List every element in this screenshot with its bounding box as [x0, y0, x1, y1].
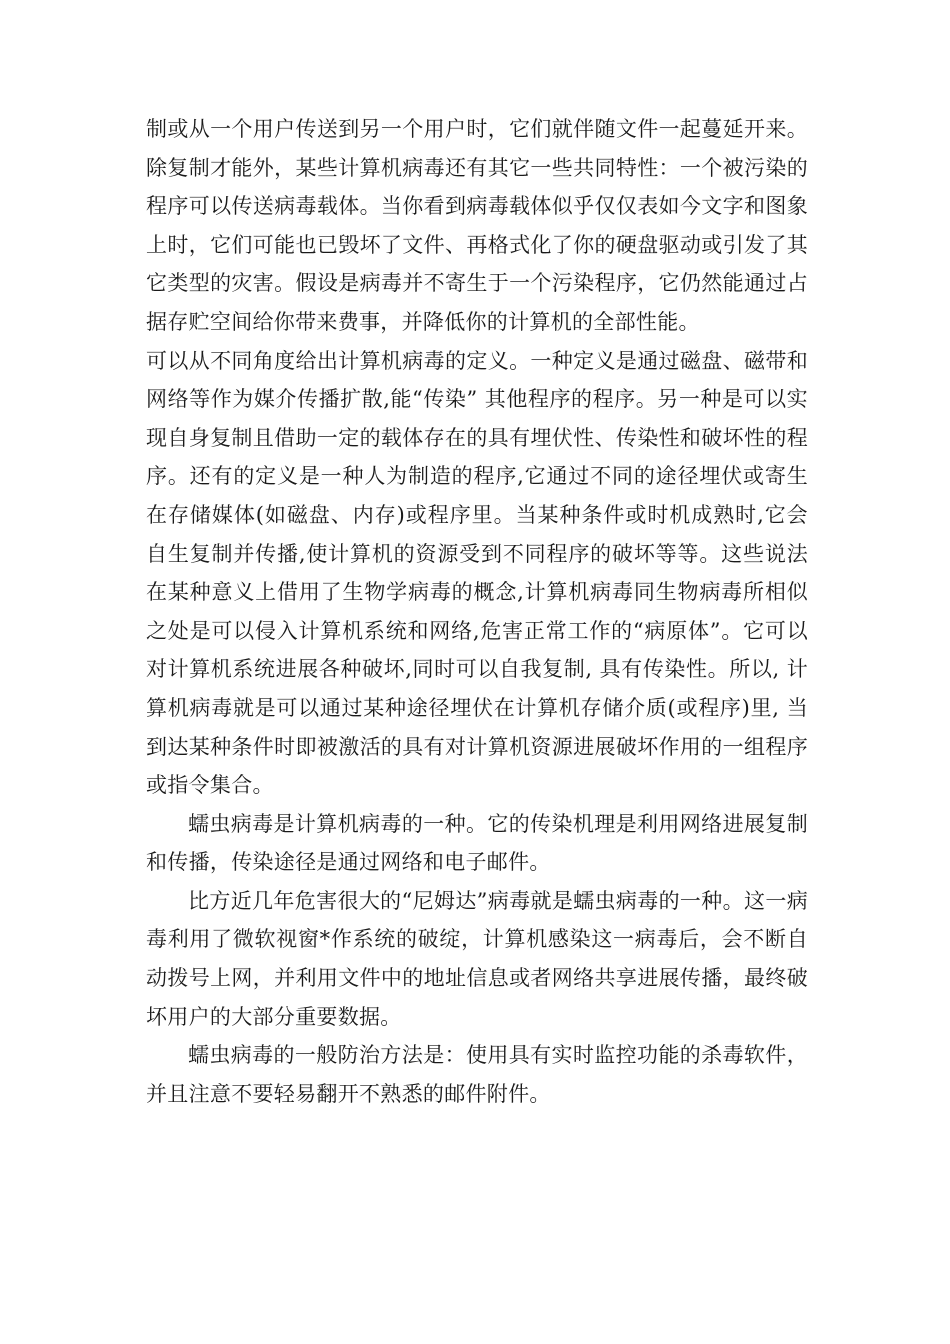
paragraph-3: 蠕虫病毒是计算机病毒的一种。它的传染机理是利用网络进展复制和传播，传染途径是通过网络和电子邮件。 [146, 811, 808, 875]
paragraph-1: 制或从一个用户传送到另一个用户时，它们就伴随文件一起蔓延开来。除复制才能外，某些计算机病毒还有其它一些共同特性：一个被污染的程序可以传送病毒载体。当你看到病毒载体似乎仅仅表如今文字和图象上时，它们可能也已毁坏了文件、再格式化了你的硬盘驱动或引发了其它类型的灾害。假设是病毒并不寄生于一个污染程序，它仍然能通过占据存贮空间给你带来费事，并降低你的计算机的全部性能。 [146, 117, 808, 334]
paragraph-5: 蠕虫病毒的一般防治方法是：使用具有实时监控功能的杀毒软件，并且注意不要轻易翻开不熟悉的邮件附件。 [146, 1043, 808, 1106]
paragraph-2: 可以从不同角度给出计算机病毒的定义。一种定义是通过磁盘、磁带和网络等作为媒介传播扩散,能“传染” 其他程序的程序。另一种是可以实现自身复制且借助一定的载体存在的具有埋伏性、传染性和破坏性的程序。还有的定义是一种人为制造的程序,它通过不同的途径埋伏或寄生在存储媒体(如磁盘、内存)或程序里。当某种条件或时机成熟时,它会自生复制并传播,使计算机的资源受到不同程序的破坏等等。这些说法在某种意义上借用了生物学病毒的概念,计算机病毒同生物病毒所相似之处是可以侵入计算机系统和网络,危害正常工作的“病原体”。它可以对计算机系统进展各种破坏,同时可以自我复制, 具有传染性。所以, 计算机病毒就是可以通过某种途径埋伏在计算机存储介质(或程序)里, 当到达某种条件时即被激活的具有对计算机资源进展破坏作用的一组程序或指令集合。 [146, 348, 808, 798]
paragraph-4: 比方近几年危害很大的“尼姆达”病毒就是蠕虫病毒的一种。这一病毒利用了微软视窗*作系统的破绽，计算机感染这一病毒后，会不断自动拨号上网，并利用文件中的地址信息或者网络共享进展传播，最终破坏用户的大部分重要数据。 [146, 888, 808, 1029]
document-body [146, 110, 808, 1113]
